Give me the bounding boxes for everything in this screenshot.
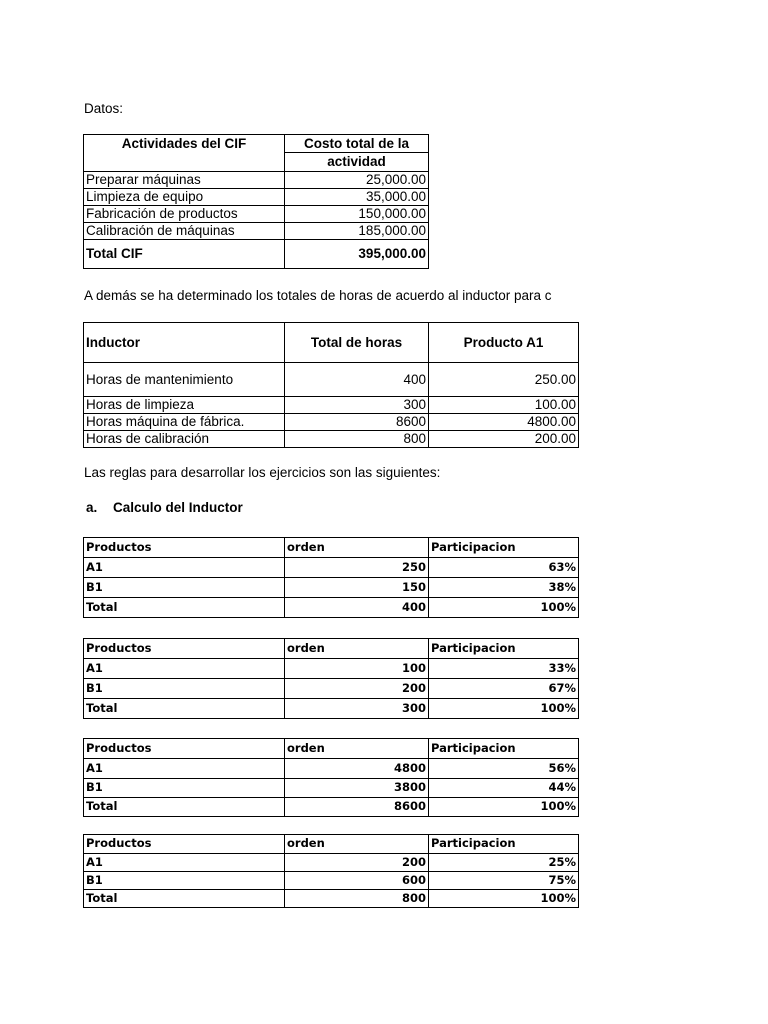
datos-label: Datos: <box>84 101 124 116</box>
calc-table-4 <box>83 834 579 908</box>
inductor-header-hours: Total de horas <box>285 323 429 363</box>
calc-header-order: orden <box>285 835 429 854</box>
section-a-letter: a. <box>86 500 98 515</box>
calc-row-product: A1 <box>84 659 285 679</box>
calc-header-products: Productos <box>84 739 285 759</box>
calc-total-participation: 100% <box>429 598 579 618</box>
cif-row-value: 25,000.00 <box>285 172 429 189</box>
calc-row-product: A1 <box>84 854 285 872</box>
calc-header-participation: Participacion <box>429 538 579 558</box>
calc-table-1 <box>83 537 579 618</box>
calc-row-product: B1 <box>84 578 285 598</box>
inductor-header-inductor: Inductor <box>84 323 285 363</box>
calc-header-participation: Participacion <box>429 739 579 759</box>
cif-header-cost-1: Costo total de la <box>285 135 429 153</box>
calc-total-label: Total <box>84 699 285 719</box>
calc-total-order: 300 <box>285 699 429 719</box>
calc-row-product: A1 <box>84 759 285 779</box>
calc-row-product: A1 <box>84 558 285 578</box>
calc-row-order: 200 <box>285 854 429 872</box>
calc-total-participation: 100% <box>429 699 579 719</box>
calc-row-product: B1 <box>84 679 285 699</box>
inductor-row-product: 250.00 <box>429 363 579 397</box>
calc-header-products: Productos <box>84 538 285 558</box>
calc-total-participation: 100% <box>429 798 579 817</box>
calc-row-participation: 67% <box>429 679 579 699</box>
inductor-row-label: Horas de limpieza <box>84 397 285 414</box>
calc-total-label: Total <box>84 798 285 817</box>
inductor-row-product: 4800.00 <box>429 414 579 431</box>
cif-row-label: Calibración de máquinas <box>84 223 285 240</box>
cif-row-value: 35,000.00 <box>285 189 429 206</box>
cif-table <box>83 134 429 269</box>
calc-row-product: B1 <box>84 872 285 890</box>
calc-row-participation: 25% <box>429 854 579 872</box>
calc-row-participation: 75% <box>429 872 579 890</box>
calc-table-2 <box>83 638 579 719</box>
inductor-row-product: 200.00 <box>429 431 579 448</box>
calc-row-order: 3800 <box>285 779 429 798</box>
cif-header-activity: Actividades del CIF <box>84 135 285 172</box>
calc-total-order: 800 <box>285 890 429 908</box>
rules-paragraph: Las reglas para desarrollar los ejercicios son las siguientes: <box>84 465 441 480</box>
calc-total-order: 400 <box>285 598 429 618</box>
calc-header-participation: Participacion <box>429 835 579 854</box>
calc-row-participation: 44% <box>429 779 579 798</box>
calc-row-participation: 38% <box>429 578 579 598</box>
calc-header-participation: Participacion <box>429 639 579 659</box>
cif-total-value: 395,000.00 <box>285 240 429 269</box>
cif-row-label: Preparar máquinas <box>84 172 285 189</box>
cif-total-label: Total CIF <box>84 240 285 269</box>
inductor-row-label: Horas máquina de fábrica. <box>84 414 285 431</box>
calc-header-order: orden <box>285 639 429 659</box>
inductor-row-hours: 300 <box>285 397 429 414</box>
calc-row-participation: 33% <box>429 659 579 679</box>
inductor-row-label: Horas de calibración <box>84 431 285 448</box>
calc-total-label: Total <box>84 890 285 908</box>
calc-row-participation: 63% <box>429 558 579 578</box>
calc-total-order: 8600 <box>285 798 429 817</box>
calc-row-product: B1 <box>84 779 285 798</box>
calc-row-order: 150 <box>285 578 429 598</box>
cif-row-value: 150,000.00 <box>285 206 429 223</box>
calc-row-order: 200 <box>285 679 429 699</box>
inductor-row-product: 100.00 <box>429 397 579 414</box>
intro-paragraph: A demás se ha determinado los totales de horas de acuerdo al inductor para c <box>84 288 552 303</box>
inductor-row-hours: 8600 <box>285 414 429 431</box>
calc-header-products: Productos <box>84 835 285 854</box>
inductor-row-hours: 800 <box>285 431 429 448</box>
cif-row-label: Fabricación de productos <box>84 206 285 223</box>
calc-row-order: 4800 <box>285 759 429 779</box>
cif-header-cost-2: actividad <box>285 153 429 172</box>
calc-header-order: orden <box>285 739 429 759</box>
calc-header-order: orden <box>285 538 429 558</box>
cif-row-value: 185,000.00 <box>285 223 429 240</box>
section-a-title: Calculo del Inductor <box>113 500 243 515</box>
calc-row-participation: 56% <box>429 759 579 779</box>
inductor-row-label: Horas de mantenimiento <box>84 363 285 397</box>
inductor-header-product: Producto A1 <box>429 323 579 363</box>
calc-row-order: 600 <box>285 872 429 890</box>
inductor-table <box>83 322 579 448</box>
calc-header-products: Productos <box>84 639 285 659</box>
calc-total-label: Total <box>84 598 285 618</box>
calc-total-participation: 100% <box>429 890 579 908</box>
calc-table-3 <box>83 738 579 817</box>
calc-row-order: 100 <box>285 659 429 679</box>
cif-row-label: Limpieza de equipo <box>84 189 285 206</box>
calc-row-order: 250 <box>285 558 429 578</box>
inductor-row-hours: 400 <box>285 363 429 397</box>
